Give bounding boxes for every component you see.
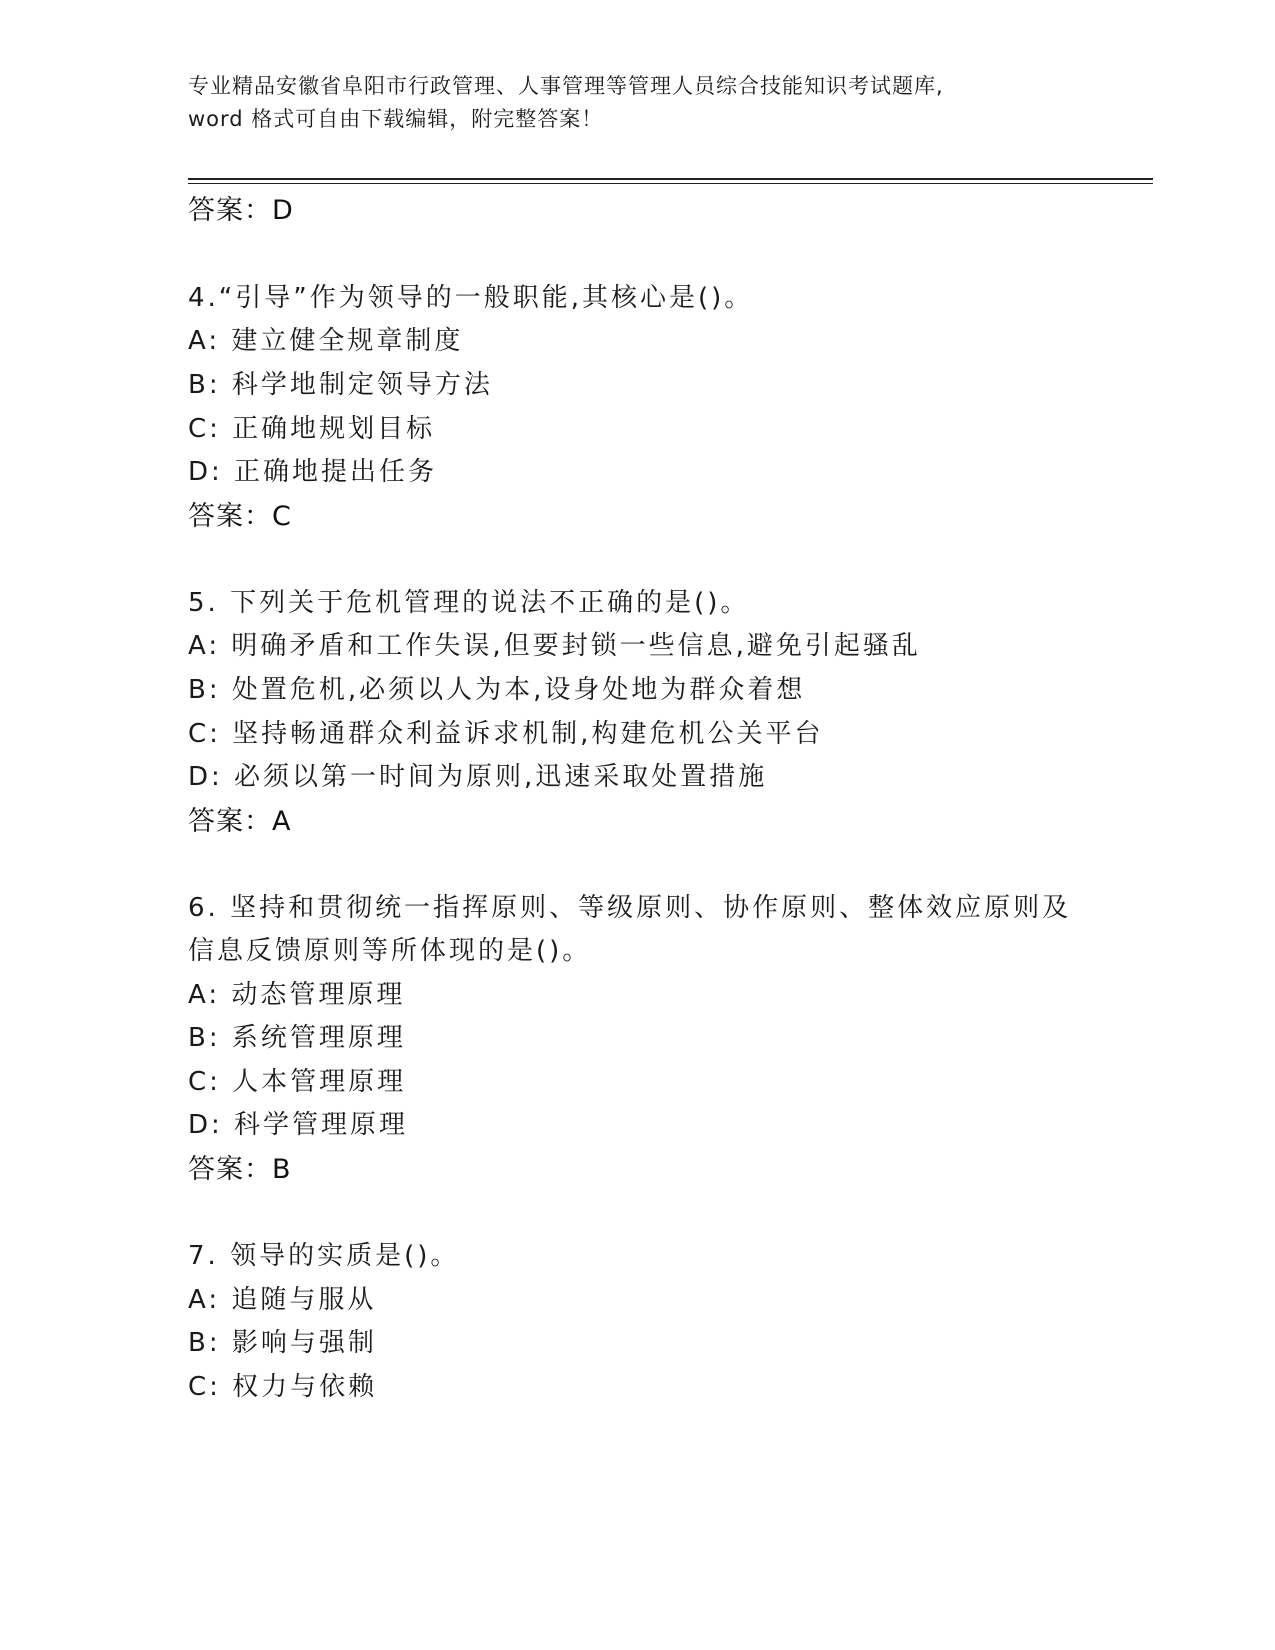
header-divider-thin [188, 183, 1153, 184]
option-c: C: 权力与依赖 [188, 1372, 378, 1402]
option-b: B: 科学地制定领导方法 [188, 370, 493, 400]
option-d: D: 科学管理原理 [188, 1110, 409, 1140]
option-a: A: 明确矛盾和工作失误,但要封锁一些信息,避免引起骚乱 [188, 631, 921, 661]
option-a: A: 建立健全规章制度 [188, 326, 464, 356]
option-a: A: 动态管理原理 [188, 980, 406, 1010]
question-stem: 6. 坚持和贯彻统一指挥原则、等级原则、协作原则、整体效应原则及 [188, 893, 1072, 923]
question-stem: 5. 下列关于危机管理的说法不正确的是()。 [188, 588, 750, 618]
question-stem-continued: 信息反馈原则等所体现的是()。 [188, 936, 592, 966]
answer-line: 答案：A [188, 806, 292, 837]
header-line-2: word 格式可自由下载编辑，附完整答案！ [188, 107, 604, 131]
header-line-1: 专业精品安徽省阜阳市行政管理、人事管理等管理人员综合技能知识考试题库, [188, 74, 944, 98]
header-divider-thick [188, 178, 1153, 180]
option-d: D: 正确地提出任务 [188, 457, 438, 487]
option-b: B: 影响与强制 [188, 1328, 377, 1358]
option-b: B: 系统管理原理 [188, 1023, 406, 1053]
answer-line: 答案：B [188, 1154, 292, 1185]
option-a: A: 追随与服从 [188, 1285, 377, 1315]
option-c: C: 人本管理原理 [188, 1067, 407, 1097]
document-header [188, 70, 1088, 136]
question-stem: 7. 领导的实质是()。 [188, 1241, 460, 1271]
question-stem: 4.“引导”作为领导的一般职能,其核心是()。 [188, 283, 754, 313]
answer-line: 答案：C [188, 501, 292, 532]
option-c: C: 正确地规划目标 [188, 414, 436, 444]
option-b: B: 处置危机,必须以人为本,设身处地为群众着想 [188, 675, 806, 705]
option-d: D: 必须以第一时间为原则,迅速采取处置措施 [188, 762, 768, 792]
option-c: C: 坚持畅通群众利益诉求机制,构建危机公关平台 [188, 719, 824, 749]
answer-line: 答案：D [188, 195, 294, 226]
